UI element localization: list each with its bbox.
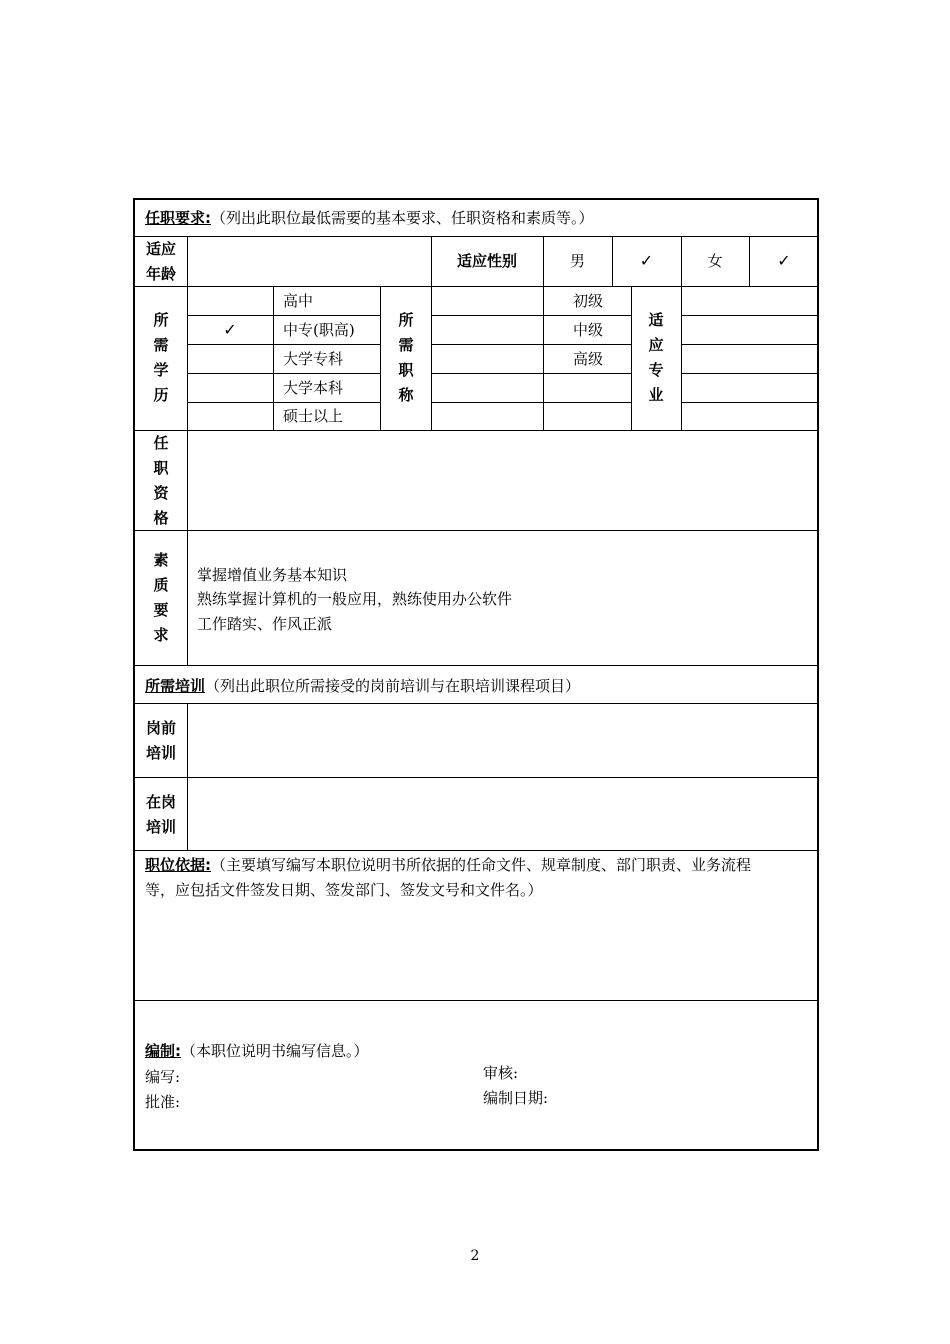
basis-header <box>145 856 751 874</box>
row-divider <box>681 373 819 374</box>
quality-line: 掌握增值业务基本知识 <box>197 566 348 584</box>
education-check-icon[interactable]: ✓ <box>223 320 237 339</box>
row-divider <box>431 402 631 403</box>
row-divider <box>187 402 380 403</box>
quality-label: 素质要求 <box>153 551 169 644</box>
row-divider <box>135 777 819 778</box>
row-divider <box>187 344 380 345</box>
training-title: 所需培训 <box>145 677 206 695</box>
on-training-label: 在岗培训 <box>145 793 176 836</box>
col-divider <box>543 286 544 430</box>
title-level: 高级 <box>573 350 604 368</box>
row-divider <box>135 703 819 704</box>
approver-label: 批准: <box>145 1093 181 1111</box>
female-check-icon[interactable]: ✓ <box>777 251 791 270</box>
gender-male: 男 <box>569 252 585 270</box>
title-label: 所需职称 <box>398 311 414 404</box>
requirements-header <box>145 209 594 227</box>
basis-note-line1: （主要填写编写本职位说明书所依据的任命文件、规章制度、部门职责、业务流程 <box>211 856 752 874</box>
date-label: 编制日期: <box>483 1089 549 1107</box>
quality-line: 工作踏实、作风正派 <box>197 615 333 633</box>
training-header <box>145 677 580 695</box>
education-label: 所需学历 <box>153 311 169 404</box>
title-level: 初级 <box>573 292 604 310</box>
pre-training-label: 岗前培训 <box>145 719 176 762</box>
qualification-label: 任职资格 <box>153 434 169 527</box>
requirements-title: 任职要求: <box>145 209 211 227</box>
major-label: 适应专业 <box>648 311 664 404</box>
row-divider <box>135 850 819 851</box>
col-divider <box>273 286 274 430</box>
gender-label: 适应性别 <box>456 252 517 270</box>
title-level: 中级 <box>573 321 604 339</box>
col-divider <box>187 430 188 665</box>
basis-note-line2: 等，应包括文件签发日期、签发部门、签发文号和文件名。） <box>145 881 543 899</box>
row-divider <box>135 665 819 666</box>
row-divider <box>187 315 380 316</box>
row-divider <box>431 344 631 345</box>
row-divider <box>681 402 819 403</box>
row-divider <box>135 1000 819 1001</box>
compile-title: 编制: <box>145 1042 181 1060</box>
quality-line: 熟练掌握计算机的一般应用，熟练使用办公软件 <box>197 590 513 608</box>
basis-title: 职位依据: <box>145 856 211 874</box>
gender-female: 女 <box>707 252 723 270</box>
requirements-note: （列出此职位最低需要的基本要求、任职资格和素质等。） <box>211 209 594 227</box>
row-divider <box>431 373 631 374</box>
education-level: 中专(职高) <box>283 321 355 339</box>
row-divider <box>681 315 819 316</box>
row-divider <box>135 530 819 531</box>
education-level: 硕士以上 <box>283 407 344 425</box>
col-divider <box>631 286 632 430</box>
education-level: 高中 <box>283 292 314 310</box>
row-divider <box>135 430 819 431</box>
compile-header <box>145 1042 369 1060</box>
page-number: 2 <box>470 1248 480 1264</box>
training-note: （列出此职位所需接受的岗前培训与在职培训课程项目） <box>205 677 581 695</box>
education-level: 大学专科 <box>283 350 344 368</box>
row-divider <box>681 344 819 345</box>
row-divider <box>187 373 380 374</box>
writer-label: 编写: <box>145 1068 181 1086</box>
male-check-icon[interactable]: ✓ <box>639 251 654 270</box>
col-divider <box>380 286 381 430</box>
job-description-form <box>133 198 819 1151</box>
compile-note: （本职位说明书编写信息。） <box>181 1042 369 1060</box>
age-label: 适应年龄 <box>145 240 176 283</box>
row-divider <box>135 286 819 287</box>
col-divider <box>187 703 188 850</box>
row-divider <box>135 236 819 237</box>
reviewer-label: 审核: <box>483 1064 519 1082</box>
row-divider <box>431 315 631 316</box>
education-level: 大学本科 <box>283 379 344 397</box>
